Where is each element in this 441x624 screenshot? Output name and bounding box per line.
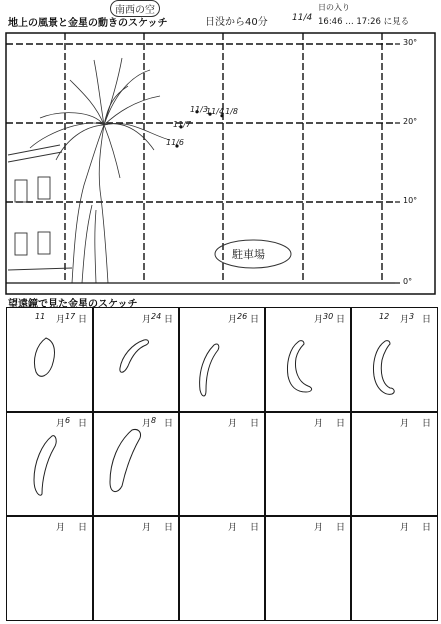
cell-day-value: 26	[237, 312, 248, 321]
day-char: 日	[78, 315, 88, 325]
telescope-cell	[350, 411, 438, 517]
month-char: 月	[142, 523, 152, 533]
y-tick-label-0: 0°	[403, 277, 413, 286]
telescope-grid	[6, 307, 436, 619]
telescope-cell	[264, 411, 352, 517]
telescope-cell	[92, 515, 180, 621]
day-char: 日	[164, 419, 174, 429]
point-label-11-7: 11/7	[173, 120, 191, 129]
telescope-cell	[178, 411, 266, 517]
landscape-chart	[0, 0, 441, 300]
telescope-cell	[264, 515, 352, 621]
parking-label: 駐車場	[232, 248, 265, 261]
y-tick-label-10: 10°	[403, 196, 418, 205]
day-char: 日	[422, 315, 432, 325]
point-label-11-3: 11/3	[190, 105, 208, 114]
cell-month-value: 11	[35, 312, 46, 321]
cell-day-value: 24	[151, 312, 162, 321]
month-char: 月	[56, 315, 66, 325]
month-char: 月	[142, 315, 152, 325]
cell-day-value: 17	[65, 312, 76, 321]
month-char: 月	[400, 315, 410, 325]
point-label-11-8: 11/8	[220, 107, 238, 116]
month-char: 月	[56, 523, 66, 533]
day-char: 日	[78, 419, 88, 429]
day-char: 日	[164, 315, 174, 325]
cell-day-value: 30	[323, 312, 334, 321]
cell-day-value: 6	[65, 416, 71, 425]
cell-month-value: 12	[379, 312, 390, 321]
day-char: 日	[422, 419, 432, 429]
day-char: 日	[164, 523, 174, 533]
cell-day-value: 8	[151, 416, 157, 425]
telescope-cell	[6, 515, 94, 621]
month-char: 月	[314, 523, 324, 533]
telescope-cell	[92, 307, 180, 413]
telescope-cell	[350, 515, 438, 621]
building-sketch	[8, 145, 72, 270]
window-2	[38, 177, 50, 199]
month-char: 月	[142, 419, 152, 429]
cell-day-value: 3	[409, 312, 415, 321]
month-char: 月	[314, 419, 324, 429]
telescope-cell	[92, 411, 180, 517]
day-char: 日	[336, 419, 346, 429]
month-char: 月	[228, 419, 238, 429]
day-char: 日	[250, 523, 260, 533]
window-1	[15, 180, 27, 202]
month-char: 月	[400, 419, 410, 429]
window-3	[15, 233, 27, 255]
month-char: 月	[314, 315, 324, 325]
point-label-11-4: 11/4	[206, 107, 224, 116]
sunset-label: 日の入り	[318, 3, 350, 12]
telescope-cell	[264, 307, 352, 413]
day-char: 日	[250, 315, 260, 325]
telescope-cell	[6, 411, 94, 517]
page-title: 地上の風景と金星の動きのスケッチ	[8, 18, 168, 29]
day-char: 日	[78, 523, 88, 533]
month-char: 月	[228, 523, 238, 533]
day-char: 日	[336, 315, 346, 325]
day-char: 日	[422, 523, 432, 533]
point-label-11-6: 11/6	[166, 138, 184, 147]
y-tick-label-20: 20°	[403, 117, 418, 126]
telescope-title: 望遠鏡で見た金星のスケッチ	[8, 299, 138, 310]
telescope-cell	[6, 307, 94, 413]
month-char: 月	[228, 315, 238, 325]
tree-sketch	[30, 58, 170, 283]
y-ticks	[395, 44, 400, 283]
direction-note: 南西の空	[110, 0, 160, 17]
chart-frame	[6, 33, 435, 294]
time-note: 日没から40分	[205, 17, 268, 28]
telescope-cell	[178, 307, 266, 413]
telescope-cell	[350, 307, 438, 413]
month-char: 月	[400, 523, 410, 533]
observation-date: 11/4	[292, 13, 313, 23]
day-char: 日	[250, 419, 260, 429]
month-char: 月	[56, 419, 66, 429]
observation-times: 16:46 … 17:26 に見る	[318, 17, 410, 27]
day-char: 日	[336, 523, 346, 533]
y-tick-label-30: 30°	[403, 38, 418, 47]
telescope-cell	[178, 515, 266, 621]
window-4	[38, 232, 50, 254]
